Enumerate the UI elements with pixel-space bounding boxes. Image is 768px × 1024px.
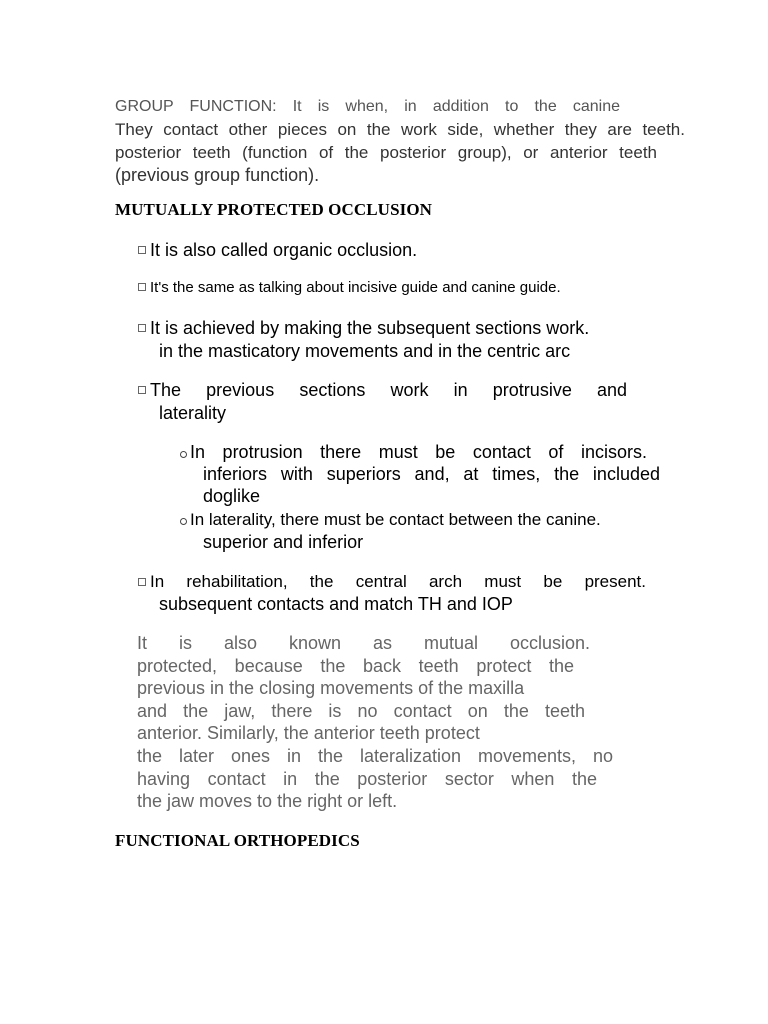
paragraph-line: It is also known as mutual occlusion. xyxy=(137,633,590,653)
intro-line: They contact other pieces on the work side, whether they are teeth. xyxy=(115,120,685,139)
square-bullet-icon xyxy=(138,283,146,291)
circle-bullet-icon xyxy=(180,518,187,525)
mutual-occlusion-paragraph xyxy=(137,632,617,813)
paragraph-line: having contact in the posterior sector when the xyxy=(137,768,597,789)
square-bullet-icon xyxy=(138,386,146,394)
square-bullet-icon xyxy=(138,578,146,586)
sub-bullet-text: superior and inferior xyxy=(203,532,364,552)
bullet-item xyxy=(138,238,663,262)
sub-bullet-text: inferiors with superiors and, at times, the included xyxy=(203,464,660,484)
intro-line: GROUP FUNCTION: It is when, in addition to the canine xyxy=(115,98,620,115)
sub-bullet-text: doglike xyxy=(203,486,261,506)
section-heading-mutually-protected-occlusion: MUTUALLY PROTECTED OCCLUSION xyxy=(115,200,433,219)
paragraph-line: the jaw moves to the right or left. xyxy=(137,791,398,812)
bullet-text: subsequent contacts and match TH and IOP xyxy=(159,594,513,614)
bullet-item xyxy=(138,570,646,616)
bullet-text: laterality xyxy=(159,403,227,423)
square-bullet-icon xyxy=(138,324,146,332)
bullet-text: It is achieved by making the subsequent sections work. xyxy=(150,318,590,338)
paragraph-line: anterior. Similarly, the anterior teeth protect xyxy=(137,723,480,744)
intro-line: posterior teeth (function of the posterior group), or anterior teeth xyxy=(115,143,657,162)
sub-bullet-item xyxy=(180,509,661,553)
paragraph-line: previous in the closing movements of the maxilla xyxy=(137,678,525,699)
bullet-item xyxy=(138,317,663,363)
bullet-text: in the masticatory movements and in the centric arc xyxy=(159,341,571,361)
sub-bullet-text: In protrusion there must be contact of incisors. xyxy=(190,442,647,462)
section-heading-functional-orthopedics: FUNCTIONAL ORTHOPEDICS xyxy=(115,831,360,850)
bullet-text: It is also called organic occlusion. xyxy=(150,240,418,260)
circle-bullet-icon xyxy=(180,451,187,458)
square-bullet-icon xyxy=(138,246,146,254)
paragraph-line: the later ones in the lateralization movements, no xyxy=(137,745,613,766)
intro-paragraph xyxy=(115,95,690,187)
bullet-item xyxy=(138,278,663,298)
intro-line: (previous group function). xyxy=(115,165,320,185)
sub-bullet-item xyxy=(180,441,661,507)
bullet-text: The previous sections work in protrusive and xyxy=(150,380,627,400)
paragraph-line: protected, because the back teeth protect the xyxy=(137,655,574,676)
bullet-text: It's the same as talking about incisive guide and canine guide. xyxy=(150,279,561,296)
bullet-text: In rehabilitation, the central arch must be present. xyxy=(150,572,646,591)
paragraph-line: and the jaw, there is no contact on the teeth xyxy=(137,700,585,721)
sub-bullet-text: In laterality, there must be contact between the canine. xyxy=(190,510,601,529)
bullet-item xyxy=(138,379,638,425)
